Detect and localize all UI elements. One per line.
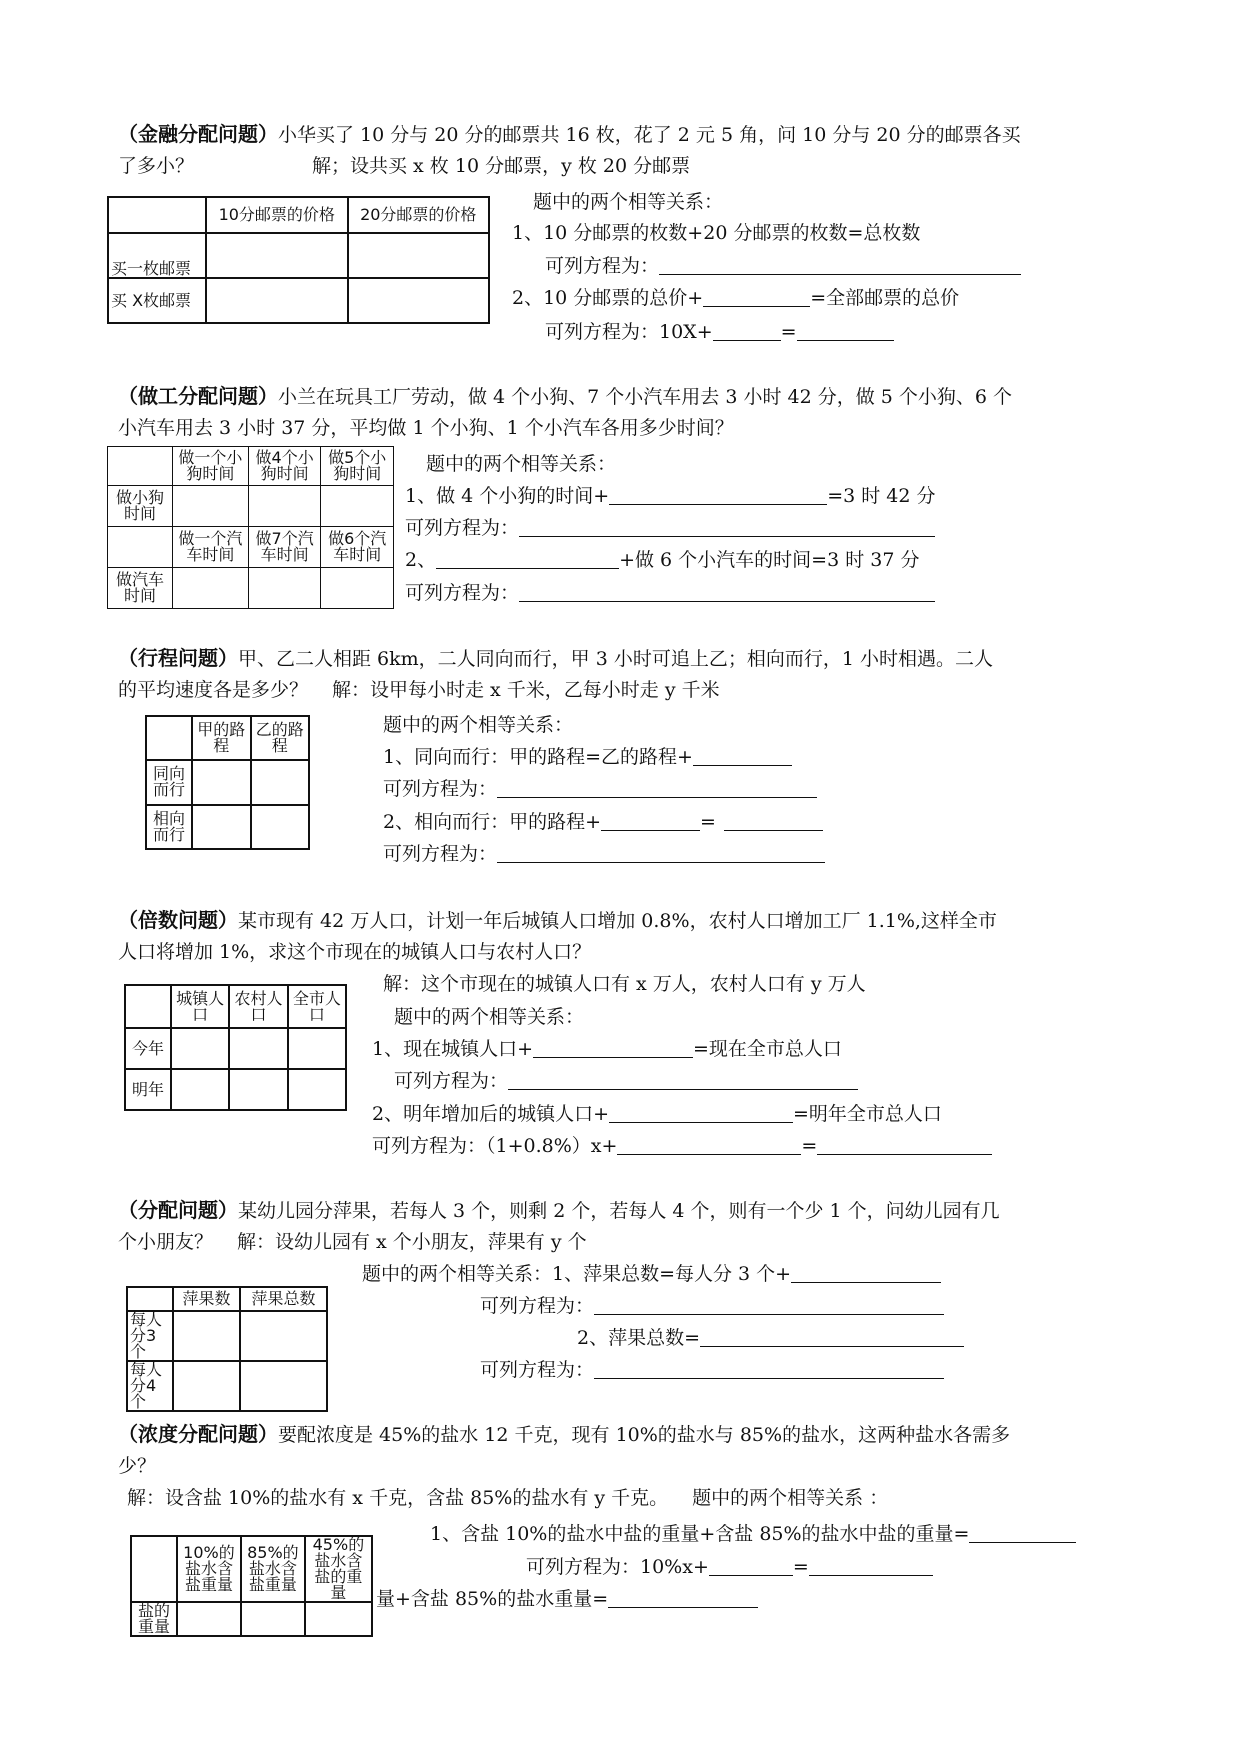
answer-blank[interactable] — [797, 320, 894, 341]
s3-equation2: 可列方程为： — [383, 841, 825, 867]
answer-blank[interactable] — [713, 320, 781, 341]
s6-table — [130, 1535, 373, 1637]
s6-solution: 解：设含盐 10%的盐水有 x 千克，含盐 85%的盐水有 y 千克。 — [127, 1487, 669, 1509]
s4-problem-line1: （倍数问题）某市现有 42 万人口，计划一年后城镇人口增加 0.8%，农村人口增加工厂 1.1%,这样全市 — [118, 908, 997, 932]
s2-table-header: 做一个小狗时间 — [173, 447, 249, 486]
answer-blank[interactable] — [609, 484, 827, 505]
s4-table-row-label: 今年 — [125, 1028, 171, 1069]
answer-blank[interactable] — [693, 745, 792, 766]
s5-table-row-label: 每人分3个 — [127, 1311, 173, 1361]
s2-table-header: 做6个汽车时间 — [321, 527, 394, 568]
s6-table-header: 45%的盐水含盐的重量 — [305, 1536, 372, 1602]
answer-blank[interactable] — [601, 810, 700, 831]
s4-table-row-label: 明年 — [125, 1069, 171, 1110]
s2-relation1: 1、做 4 个小狗的时间+ =3 时 42 分 — [405, 485, 936, 507]
s1-text2: 了多小？ — [118, 155, 195, 177]
s3-table-row-label: 相向而行 — [146, 805, 192, 850]
s3-table — [145, 715, 310, 850]
s2-title: （做工分配问题） — [118, 384, 278, 408]
answer-blank[interactable] — [809, 1555, 933, 1576]
s2-table-header: 做一个汽车时间 — [173, 527, 249, 568]
s6-table-row-label: 盐的重量 — [131, 1602, 177, 1636]
s3-title: （行程问题） — [118, 646, 238, 670]
s3-table-header: 乙的路程 — [251, 716, 310, 760]
s5-solution: 解：设幼儿园有 x 个小朋友，萍果有 y 个 — [237, 1231, 587, 1253]
s3-relation1: 1、同向而行：甲的路程=乙的路程+ — [383, 744, 792, 770]
s1-relation2: 2、10 分邮票的总价+ =全部邮票的总价 — [512, 287, 960, 309]
answer-blank[interactable] — [497, 777, 817, 798]
s3-table-header: 甲的路程 — [192, 716, 251, 760]
s4-relation2: 2、明年增加后的城镇人口+ =明年全市总人口 — [372, 1103, 942, 1125]
s5-problem-line1: （分配问题）某幼儿园分萍果，若每人 3 个，则剩 2 个，若每人 4 个，则有一个少 1 个，问幼儿园有几 — [118, 1198, 1000, 1222]
s4-table-header: 全市人口 — [288, 985, 346, 1028]
s2-relation2: 2、 +做 6 个小汽车的时间=3 时 37 分 — [405, 549, 920, 571]
s5-table-header: 萍果总数 — [240, 1287, 327, 1311]
s1-table — [107, 196, 490, 324]
s1-equation2: 可列方程为：10X+ = — [545, 319, 894, 345]
s6-title: （浓度分配问题） — [118, 1422, 278, 1446]
s1-table-corner — [108, 197, 206, 233]
answer-blank[interactable] — [791, 1262, 941, 1283]
s3-solution: 解：设甲每小时走 x 千米，乙每小时走 y 千米 — [332, 679, 720, 701]
s5-title: （分配问题） — [118, 1198, 238, 1222]
answer-blank[interactable] — [709, 1555, 793, 1576]
answer-blank[interactable] — [617, 1134, 801, 1155]
answer-blank[interactable] — [519, 581, 935, 602]
s4-problem-line2: 人口将增加 1%，求这个市现在的城镇人口与农村人口？ — [118, 941, 592, 963]
answer-blank[interactable] — [594, 1358, 944, 1379]
s5-relation1: 题中的两个相等关系：1、萍果总数=每人分 3 个+ — [362, 1261, 941, 1287]
answer-blank[interactable] — [703, 286, 810, 307]
s1-table-header: 20分邮票的价格 — [348, 197, 490, 233]
s4-equation1: 可列方程为： — [394, 1068, 858, 1094]
s3-relation2: 2、相向而行：甲的路程+ = — [383, 809, 823, 835]
s5-table-header: 萍果数 — [173, 1287, 240, 1311]
s6-problem-line2: 少？ — [118, 1455, 157, 1477]
s6-table-header: 10%的盐水含盐重量 — [177, 1536, 241, 1602]
s6-relation1: 1、含盐 10%的盐水中盐的重量+含盐 85%的盐水中盐的重量= — [430, 1521, 1076, 1547]
s6-solution-line — [127, 1485, 888, 1511]
s5-table-row-label: 每人分4个 — [127, 1361, 173, 1411]
answer-blank[interactable] — [519, 516, 935, 537]
s6-relation-title: 题中的两个相等关系 ： — [692, 1487, 889, 1509]
s4-table-header: 城镇人口 — [171, 985, 229, 1028]
answer-blank[interactable] — [436, 548, 619, 569]
s4-table — [124, 984, 347, 1111]
s2-problem-line1: （做工分配问题）小兰在玩具工厂劳动，做 4 个小狗、7 个小汽车用去 3 小时 42 分，做 5 个小狗、6 个 — [118, 384, 1013, 408]
s3-problem-line1: （行程问题）甲、乙二人相距 6km，二人同向而行，甲 3 小时可追上乙；相向而行，1 小时相遇。二人 — [118, 646, 993, 670]
s1-text1: 小华买了 10 分与 20 分的邮票共 16 枚，花了 2 元 5 角，问 10 分与 20 分的邮票各买 — [278, 124, 1021, 146]
s4-equation2: 可列方程为：（1+0.8%）x+ = — [372, 1133, 992, 1159]
s2-table — [107, 446, 394, 609]
s1-table-row-label: 买一枚邮票 — [108, 233, 206, 278]
s5-table — [126, 1286, 328, 1412]
s6-relation2: 量+含盐 85%的盐水重量= — [376, 1586, 758, 1612]
s1-relation1: 1、10 分邮票的枚数+20 分邮票的枚数=总枚数 — [512, 222, 921, 244]
s4-title: （倍数问题） — [118, 908, 238, 932]
s1-table-row-label: 买 X枚邮票 — [108, 278, 206, 323]
s2-problem-line2: 小汽车用去 3 小时 37 分，平均做 1 个小狗、1 个小汽车各用多少时间？ — [118, 417, 734, 439]
s3-equation1: 可列方程为： — [383, 776, 817, 802]
s4-relation-title: 题中的两个相等关系： — [394, 1006, 585, 1028]
s5-problem-line2: 个小朋友？ 解：设幼儿园有 x 个小朋友，萍果有 y 个 — [118, 1231, 587, 1253]
s3-table-row-label: 同向而行 — [146, 760, 192, 805]
answer-blank[interactable] — [969, 1522, 1076, 1543]
answer-blank[interactable] — [508, 1069, 858, 1090]
answer-blank[interactable] — [609, 1102, 793, 1123]
s1-table-header: 10分邮票的价格 — [206, 197, 348, 233]
s1-problem-line2 — [118, 153, 690, 179]
s2-table-row-label: 做小狗时间 — [108, 486, 173, 527]
s4-relation1: 1、现在城镇人口+ =现在全市总人口 — [372, 1038, 842, 1060]
s1-relation-title: 题中的两个相等关系： — [533, 191, 724, 213]
s5-equation2: 可列方程为： — [480, 1357, 944, 1383]
s2-equation2: 可列方程为： — [405, 580, 935, 606]
answer-blank[interactable] — [533, 1037, 693, 1058]
s2-equation1: 可列方程为： — [405, 515, 935, 541]
s2-table-header: 做4个小狗时间 — [248, 447, 321, 486]
s5-equation1: 可列方程为： — [480, 1293, 944, 1319]
s1-title: （金融分配问题） — [118, 122, 278, 146]
s2-table-header: 做7个汽车时间 — [248, 527, 321, 568]
answer-blank[interactable] — [497, 842, 825, 863]
s2-table-header: 做5个小狗时间 — [321, 447, 394, 486]
s6-table-header: 85%的盐水含盐重量 — [241, 1536, 305, 1602]
s4-table-header: 农村人口 — [229, 985, 287, 1028]
s2-table-row-label: 做汽车时间 — [108, 568, 173, 609]
s3-relation-title: 题中的两个相等关系： — [383, 714, 574, 736]
s2-relation-title: 题中的两个相等关系： — [426, 453, 617, 475]
s1-equation1: 可列方程为： — [545, 253, 1021, 279]
answer-blank[interactable] — [594, 1294, 944, 1315]
s3-problem-line2: 的平均速度各是多少？ 解：设甲每小时走 x 千米，乙每小时走 y 千米 — [118, 679, 720, 701]
answer-blank[interactable] — [700, 1326, 964, 1347]
s5-relation2: 2、萍果总数= — [577, 1325, 964, 1351]
s6-equation1: 可列方程为：10%x+ = — [526, 1554, 933, 1580]
s1-solution: 解；设共买 x 枚 10 分邮票，y 枚 20 分邮票 — [312, 155, 691, 177]
answer-blank[interactable] — [608, 1587, 758, 1608]
s6-problem-line1: （浓度分配问题）要配浓度是 45%的盐水 12 千克，现有 10%的盐水与 85%的盐水，这两种盐水各需多 — [118, 1422, 1011, 1446]
answer-blank[interactable] — [817, 1134, 992, 1155]
answer-blank[interactable] — [659, 254, 1021, 275]
s1-problem-line1 — [118, 121, 1021, 148]
answer-blank[interactable] — [724, 810, 823, 831]
s4-solution: 解：这个市现在的城镇人口有 x 万人，农村人口有 y 万人 — [383, 973, 866, 995]
